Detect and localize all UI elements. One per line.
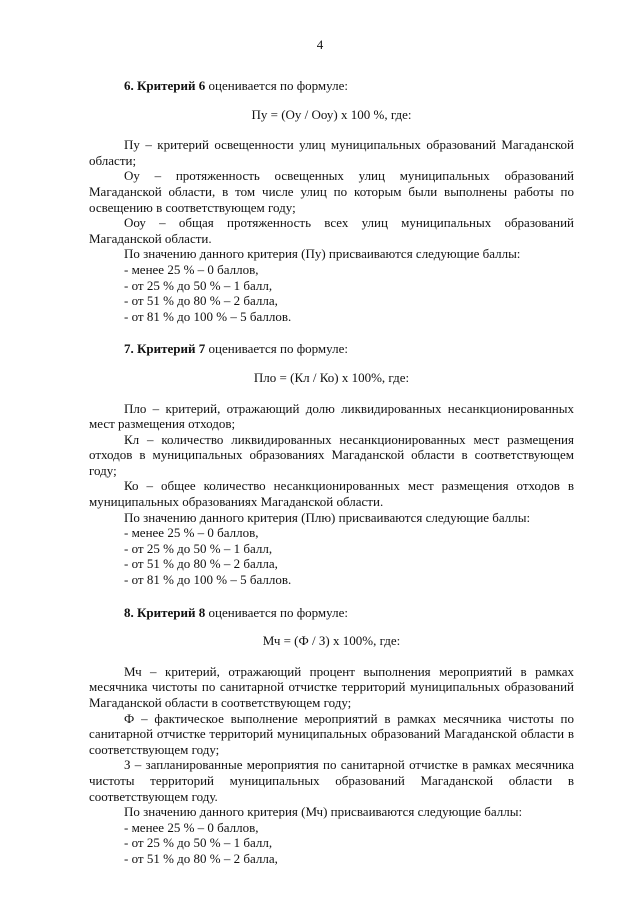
page-number: 4 [316,37,324,52]
score-item: - от 81 % до 100 % – 5 баллов. [124,572,292,588]
criterion-heading-text: оценивается по формуле: [205,341,348,357]
score-item: - от 51 % до 80 % – 2 балла, [124,556,278,572]
criterion-heading-text: оценивается по формуле: [205,604,348,620]
definition-paragraph: Пу – критерий освещенности улиц муниципальных образований Магаданской области; [89,137,574,168]
definition-paragraph: Мч – критерий, отражающий процент выполнения мероприятий в рамках месячника чистоты по санитарной отчистке территорий муниципальных образований Магаданской области в соответствующем году; [89,663,574,710]
score-item: - от 25 % до 50 % – 1 балл, [124,540,273,556]
criterion-heading [89,78,574,94]
formula: Мч = (Ф / З) x 100%, где: [262,633,401,649]
score-list [89,262,574,324]
criterion-8-section [89,605,574,867]
score-item: - менее 25 % – 0 баллов, [124,819,259,835]
criterion-heading [89,341,574,357]
criterion-heading [89,605,574,621]
criterion-6-section [89,78,574,324]
score-item: - менее 25 % – 0 баллов, [124,525,259,541]
score-item: - от 81 % до 100 % – 5 баллов. [124,308,292,324]
score-item: - от 51 % до 80 % – 2 балла, [124,293,278,309]
definition-paragraph: Пло – критерий, отражающий долю ликвидированных несанкционированных мест размещения отходов; [89,400,574,432]
score-item: - от 25 % до 50 % – 1 балл, [124,835,273,851]
criterion-heading-bold: 6. Критерий 6 [124,78,206,93]
score-item: - от 51 % до 80 % – 2 балла, [124,850,278,866]
definition-paragraph: Ф – фактическое выполнение мероприятий в рамках месячника чистоты по санитарной отчистке территорий муниципальных образований Магаданской области в соответствующем году; [89,710,574,757]
score-list [89,525,574,587]
formula: Пло = (Кл / Ко) x 100%, где: [253,369,410,385]
formula: Пу = (Оу / Ооу) x 100 %, где: [251,106,412,122]
definition-paragraph: Ооу – общая протяженность всех улиц муниципальных образований Магаданской области. [89,215,574,246]
criterion-7-section [89,341,574,587]
document-body [89,78,574,867]
criterion-heading-text: оценивается по формуле: [205,78,348,93]
scores-intro: По значению данного критерия (Мч) присваиваются следующие баллы: [124,804,523,820]
score-item: - от 25 % до 50 % – 1 балл, [124,277,273,293]
scores-intro: По значению данного критерия (Пу) присваиваются следующие баллы: [124,246,521,262]
score-list [89,820,574,867]
definition-paragraph: Кл – количество ликвидированных несанкционированных мест размещения отходов в муниципальных образованиях Магаданской области в соответствующем году; [89,431,574,478]
score-item: - менее 25 % – 0 баллов, [124,261,259,277]
definition-paragraph: Ко – общее количество несанкционированных мест размещения отходов в муниципальных образованиях Магаданской области. [89,478,574,510]
definition-paragraph: З – запланированные мероприятия по санитарной отчистке в рамках месячника чистоты территорий муниципальных образований Магаданской области в соответствующем году. [89,757,574,804]
scores-intro: По значению данного критерия (Плю) присваиваются следующие баллы: [124,509,531,525]
criterion-heading-bold: 7. Критерий 7 [124,341,206,357]
definition-paragraph: Оу – протяженность освещенных улиц муниципальных образований Магаданской области, в том числе улиц по которым были выполнены работы по освещению в соответствующем году; [89,168,574,215]
criterion-heading-bold: 8. Критерий 8 [124,604,206,620]
